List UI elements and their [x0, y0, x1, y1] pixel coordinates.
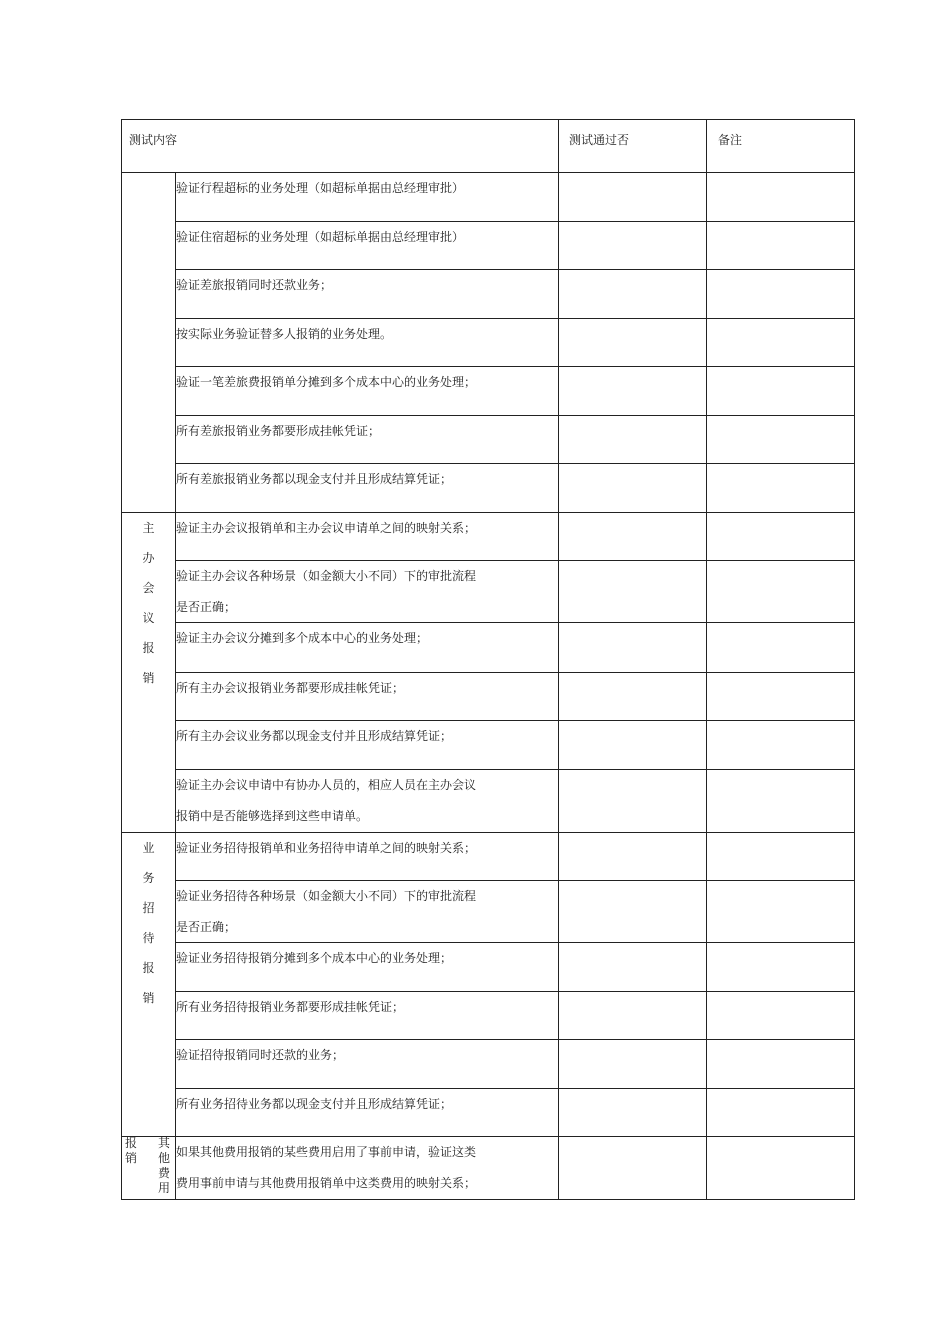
remark-cell[interactable]: [707, 721, 855, 770]
test-item-text: 验证一笔差旅费报销单分摊到多个成本中心的业务处理；: [176, 375, 477, 389]
category-glyph: 费: [158, 1166, 171, 1180]
test-item-cell: [176, 943, 559, 992]
remark-cell[interactable]: [707, 769, 855, 832]
test-item-cell: [176, 464, 559, 513]
passed-cell[interactable]: [559, 512, 707, 561]
test-item-text: 验证主办会议分摊到多个成本中心的业务处理；: [176, 631, 429, 645]
test-item-text: 如果其他费用报销的某些费用启用了事前申请，验证这类: [176, 1145, 477, 1159]
test-item-text: 验证差旅报销同时还款业务；: [176, 278, 333, 292]
test-item-cell: [176, 881, 559, 943]
test-item-cell: [176, 991, 559, 1040]
passed-cell[interactable]: [559, 623, 707, 673]
table-row: [122, 881, 855, 943]
category-glyph: 用: [158, 1181, 171, 1195]
remark-cell[interactable]: [707, 415, 855, 464]
passed-cell[interactable]: [559, 881, 707, 943]
test-item-cell: [176, 415, 559, 464]
passed-cell[interactable]: [559, 832, 707, 881]
passed-cell[interactable]: [559, 769, 707, 832]
remark-cell[interactable]: [707, 1088, 855, 1137]
test-item-cell: [176, 270, 559, 319]
test-item-text: 验证住宿超标的业务处理（如超标单据由总经理审批）: [176, 229, 465, 244]
table-header-row: [122, 120, 855, 173]
table-row: [122, 1040, 855, 1089]
remark-cell[interactable]: [707, 367, 855, 416]
test-checklist-table: [121, 119, 855, 1200]
remark-cell[interactable]: [707, 221, 855, 270]
test-item-cell: [176, 1088, 559, 1137]
test-item-text: 验证主办会议报销单和主办会议申请单之间的映射关系；: [176, 520, 477, 535]
test-item-text: 验证业务招待报销分摊到多个成本中心的业务处理；: [176, 951, 453, 965]
test-item-text: 验证主办会议申请中有协办人员的，相应人员在主办会议: [176, 777, 477, 792]
test-item-cell: [176, 1040, 559, 1089]
category-other-expenses: [122, 1137, 176, 1200]
category-glyph: 他: [158, 1151, 171, 1165]
test-item-text: 报销中是否能够选择到这些申请单。: [176, 808, 369, 823]
remark-cell[interactable]: [707, 991, 855, 1040]
test-item-text: 费用事前申请与其他费用报销单中这类费用的映射关系；: [176, 1176, 477, 1190]
table-row: [122, 991, 855, 1040]
test-item-text: 所有差旅报销业务都以现金支付并且形成结算凭证；: [176, 472, 453, 486]
category-hosted-meeting: [122, 512, 176, 832]
test-item-text: 所有差旅报销业务都要形成挂帐凭证；: [176, 423, 381, 438]
category-business-entertainment: [122, 832, 176, 1137]
remark-cell[interactable]: [707, 832, 855, 881]
table-row: [122, 623, 855, 673]
test-item-cell: [176, 512, 559, 561]
table-row: [122, 832, 855, 881]
remark-cell[interactable]: [707, 623, 855, 673]
passed-cell[interactable]: [559, 943, 707, 992]
table-row: [122, 367, 855, 416]
table-row: [122, 221, 855, 270]
remark-cell[interactable]: [707, 943, 855, 992]
test-item-cell: [176, 318, 559, 367]
test-item-text: 验证行程超标的业务处理（如超标单据由总经理审批）: [176, 181, 465, 195]
passed-cell[interactable]: [559, 991, 707, 1040]
header-test-content: 测试内容: [122, 120, 559, 173]
passed-cell[interactable]: [559, 173, 707, 222]
remark-cell[interactable]: [707, 270, 855, 319]
remark-cell[interactable]: [707, 561, 855, 623]
header-test-passed: 测试通过否: [559, 120, 707, 173]
test-item-text: 按实际业务验证替多人报销的业务处理。: [176, 326, 393, 341]
passed-cell[interactable]: [559, 1088, 707, 1137]
passed-cell[interactable]: [559, 1040, 707, 1089]
remark-cell[interactable]: [707, 1040, 855, 1089]
table-row: [122, 672, 855, 721]
table-body: [122, 173, 855, 1200]
test-item-text: 验证业务招待报销单和业务招待申请单之间的映射关系；: [176, 840, 477, 855]
test-item-text: 所有主办会议业务都以现金支付并且形成结算凭证；: [176, 729, 453, 743]
passed-cell[interactable]: [559, 318, 707, 367]
passed-cell[interactable]: [559, 367, 707, 416]
test-item-text: 是否正确；: [176, 600, 237, 614]
test-item-text: 验证业务招待各种场景（如金额大小不同）下的审批流程: [176, 889, 477, 903]
test-item-text: 验证主办会议各种场景（如金额大小不同）下的审批流程: [176, 569, 477, 583]
table-row: [122, 173, 855, 222]
passed-cell[interactable]: [559, 221, 707, 270]
remark-cell[interactable]: [707, 512, 855, 561]
category-glyph: 报: [125, 1136, 138, 1150]
test-item-cell: [176, 561, 559, 623]
passed-cell[interactable]: [559, 561, 707, 623]
remark-cell[interactable]: [707, 464, 855, 513]
test-item-cell: [176, 769, 559, 832]
test-item-cell: [176, 672, 559, 721]
category-label: 业务招待报销: [142, 840, 155, 1005]
passed-cell[interactable]: [559, 1137, 707, 1200]
test-item-cell: [176, 721, 559, 770]
table-row: [122, 1088, 855, 1137]
test-item-text: 所有主办会议报销业务都要形成挂帐凭证；: [176, 680, 405, 695]
table-row: [122, 464, 855, 513]
table-row: [122, 512, 855, 561]
remark-cell[interactable]: [707, 1137, 855, 1200]
category-blank: [122, 173, 176, 513]
passed-cell[interactable]: [559, 721, 707, 770]
header-remark: 备注: [707, 120, 855, 173]
table-row: [122, 943, 855, 992]
remark-cell[interactable]: [707, 318, 855, 367]
passed-cell[interactable]: [559, 270, 707, 319]
table-row: [122, 270, 855, 319]
passed-cell[interactable]: [559, 672, 707, 721]
category-glyph: 销: [125, 1151, 138, 1165]
table-row: [122, 769, 855, 832]
remark-cell[interactable]: [707, 672, 855, 721]
test-item-text: 验证招待报销同时还款的业务；: [176, 1048, 345, 1062]
table-row: [122, 561, 855, 623]
table-row: [122, 318, 855, 367]
test-item-cell: [176, 367, 559, 416]
test-item-cell: [176, 832, 559, 881]
table-row: [122, 1137, 855, 1200]
test-item-cell: [176, 221, 559, 270]
test-item-cell: [176, 623, 559, 673]
remark-cell[interactable]: [707, 881, 855, 943]
test-item-cell: [176, 173, 559, 222]
table-row: [122, 415, 855, 464]
test-item-text: 所有业务招待报销业务都要形成挂帐凭证；: [176, 999, 405, 1014]
test-item-text: 是否正确；: [176, 920, 237, 934]
passed-cell[interactable]: [559, 415, 707, 464]
category-glyph: 其: [158, 1136, 171, 1150]
table-row: [122, 721, 855, 770]
remark-cell[interactable]: [707, 173, 855, 222]
test-item-text: 所有业务招待业务都以现金支付并且形成结算凭证；: [176, 1096, 453, 1111]
category-label: 主办会议报销: [142, 520, 155, 685]
test-item-cell: [176, 1137, 559, 1200]
passed-cell[interactable]: [559, 464, 707, 513]
